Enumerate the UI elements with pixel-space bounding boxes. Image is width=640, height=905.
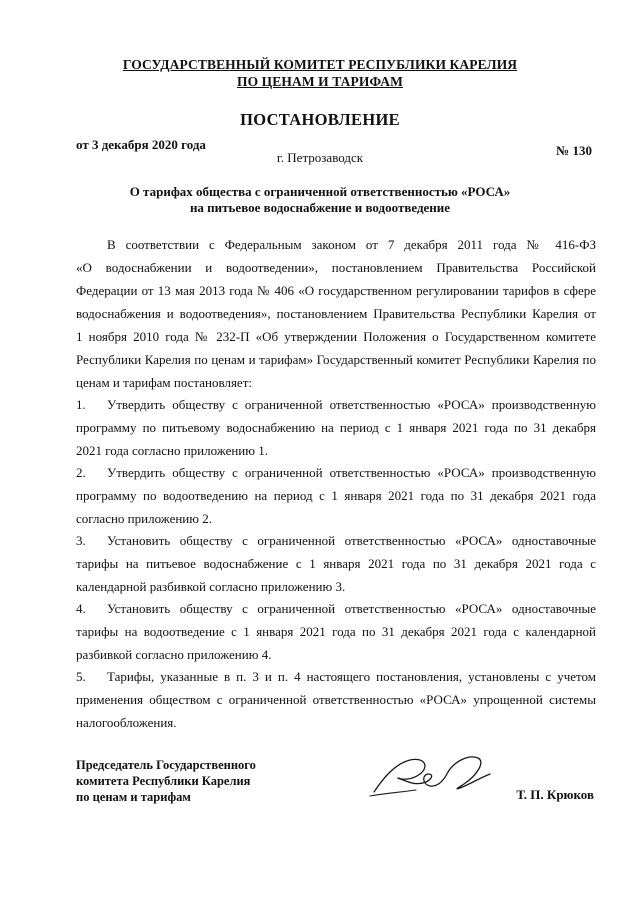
document-city: г. Петрозаводск — [276, 150, 364, 165]
org-name-line1: ГОСУДАРСТВЕННЫЙ КОМИТЕТ РЕСПУБЛИКИ КАРЕЛИЯ — [122, 57, 518, 72]
preamble-line: В соответствии с Федеральным законом от 7 декабря 2011 года № 416-ФЗ — [107, 237, 596, 252]
item-line: Утвердить обществу с ограниченной ответственностью «РОСА» производственную — [107, 465, 596, 480]
document-date: от 3 декабря 2020 года — [76, 137, 206, 152]
item-line: применения обществом с ограниченной ответственностью «РОСА» упрощенной системы — [76, 692, 596, 707]
item-line: 2021 года согласно приложению 1. — [76, 443, 268, 458]
subject-line1: О тарифах общества с ограниченной ответственностью «РОСА» — [129, 184, 511, 199]
document-number: № 130 — [556, 143, 592, 158]
item-number: 4. — [76, 601, 86, 616]
signature-title-line3: по ценам и тарифам — [76, 790, 191, 804]
item-number: 5. — [76, 669, 86, 684]
preamble-line: 1 ноября 2010 года № 232-П «Об утверждении Положения о Государственном комитете — [76, 329, 596, 344]
preamble-line: ценам и тарифам постановляет: — [76, 375, 252, 390]
document-type: ПОСТАНОВЛЕНИЕ — [240, 110, 400, 129]
org-name-line2: ПО ЦЕНАМ И ТАРИФАМ — [237, 74, 403, 89]
signature-title-line1: Председатель Государственного — [76, 758, 256, 772]
item-line: Утвердить обществу с ограниченной ответственностью «РОСА» производственную — [107, 397, 596, 412]
preamble-line: Республики Карелия по ценам и тарифам» Государственный комитет Республики Карелия по — [76, 352, 596, 367]
item-number: 1. — [76, 397, 86, 412]
preamble-line: водоснабжения и водоотведения», постановлением Правительства Республики Карелия от — [76, 306, 596, 321]
item-line: разбивкой согласно приложению 4. — [76, 647, 272, 662]
item-number: 3. — [76, 533, 86, 548]
item-line: Тарифы, указанные в п. 3 и п. 4 настоящего постановления, установлены с учетом — [107, 669, 596, 684]
subject-line2: на питьевое водоснабжение и водоотведение — [189, 200, 451, 215]
preamble-line: Федерации от 13 мая 2013 года № 406 «О государственном регулировании тарифов в сфере — [76, 283, 596, 298]
handwritten-signature — [368, 752, 498, 800]
item-line: тарифы на питьевое водоснабжение с 1 января 2021 года по 31 декабря 2021 года с — [76, 556, 596, 571]
item-line: календарной разбивкой согласно приложению 3. — [76, 579, 346, 594]
item-number: 2. — [76, 465, 86, 480]
signer-name: Т. П. Крюков — [516, 787, 594, 802]
preamble-line: «О водоснабжении и водоотведении», постановлением Правительства Российской — [76, 260, 596, 275]
item-line: программу по питьевому водоснабжению на период с 1 января 2021 года по 31 декабря — [76, 420, 596, 435]
item-line: согласно приложению 2. — [76, 511, 212, 526]
signature-title-line2: комитета Республики Карелия — [76, 774, 251, 788]
item-line: Установить обществу с ограниченной ответственностью «РОСА» одноставочные — [107, 533, 596, 548]
item-line: тарифы на водоотведение с 1 января 2021 года по 31 декабря 2021 года с календарной — [76, 624, 596, 639]
item-line: Установить обществу с ограниченной ответственностью «РОСА» одноставочные — [107, 601, 596, 616]
item-line: налогообложения. — [76, 715, 177, 730]
item-line: программу по водоотведению на период с 1 января 2021 года по 31 декабря 2021 года — [76, 488, 596, 503]
